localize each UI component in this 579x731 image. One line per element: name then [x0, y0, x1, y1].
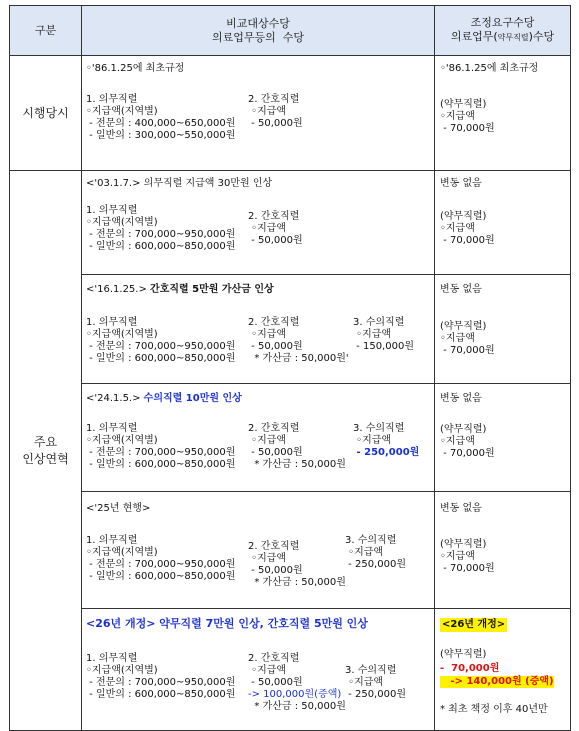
header-requested-line1: 조정요구수당 — [470, 16, 535, 29]
category-history-line2: 인상연혁 — [22, 451, 69, 466]
row2003-comparison-cell — [82, 171, 435, 275]
row2026-nurse-tail: * 가산금 : 50,000원 — [248, 701, 346, 712]
row2026-right-title: <26년 개정> — [442, 619, 506, 630]
row2026-nurse-raise: -> 100,000원(증액) — [248, 689, 342, 700]
row-2024 — [10, 384, 571, 492]
row2003-doctor: 1. 의무직렬 ◦지급액(지역별) - 전문의 : 700,000~950,000원 - 일반의 : 600,000~850,000원 — [86, 205, 236, 252]
header-requested-line2-a: 의료업무( — [450, 30, 498, 43]
row2024-vet-amount: - 250,000원 — [353, 447, 420, 458]
row2003-title: <'03.1.7.> 의무직렬 지급액 30만원 인상 — [86, 178, 273, 189]
row2016-comparison-cell — [82, 275, 435, 384]
row2026-requested-cell — [435, 609, 571, 731]
row2016-nurse: 2. 간호직렬 ◦지급액 - 50,000원 * 가산금 : 50,000원' — [248, 317, 349, 364]
category-initial — [10, 56, 82, 171]
row2026-right-note: * 최초 책정 이후 40년만 — [440, 704, 548, 715]
row2024-doctor: 1. 의무직렬 ◦지급액(지역별) - 전문의 : 700,000~950,000원 - 일반의 : 600,000~850,000원 — [86, 423, 236, 470]
header-category-label: 구분 — [34, 23, 57, 37]
row2025-right-body: (약무직렬) ◦지급액 - 70,000원 — [440, 539, 495, 574]
row2026-right-new: -> 140,000원 (증액) — [440, 676, 554, 687]
row2026-nurse-head: 2. 간호직렬 ◦지급액 - 50,000원 — [248, 653, 303, 688]
header-requested-line2-sub: 약무직렬 — [497, 33, 529, 42]
row-2025 — [10, 492, 571, 609]
header-comparison-line1: 비교대상수당 — [226, 16, 290, 30]
row2003-requested-cell — [435, 171, 571, 275]
row2016-doctor: 1. 의무직렬 ◦지급액(지역별) - 전문의 : 700,000~950,000원 - 일반의 : 600,000~850,000원 — [86, 317, 236, 364]
row2016-right-title: 변동 없음 — [440, 284, 482, 295]
initial-requested-cell — [435, 56, 571, 171]
header-requested — [435, 6, 571, 56]
initial-comparison-cell — [82, 56, 435, 171]
category-history-line1: 주요 — [33, 434, 58, 449]
header-comparison-line2: 의료업무등의 수당 — [211, 30, 304, 44]
initial-title: ◦'86.1.25에 최초규정 — [86, 63, 185, 74]
header-category — [10, 6, 82, 56]
header-comparison — [82, 6, 435, 56]
row2026-doctor: 1. 의무직렬 ◦지급액(지역별) - 전문의 : 700,000~950,000원 - 일반의 : 600,000~850,000원 — [86, 653, 236, 700]
row2025-right-title: 변동 없음 — [440, 503, 482, 514]
row2024-vet-head: 3. 수의직렬 ◦지급액 — [353, 423, 405, 446]
row2016-title-prefix: <'16.1.25.> — [86, 284, 151, 295]
row2026-vet: 3. 수의직렬 ◦지급액 - 250,000원 — [345, 665, 406, 700]
allowance-table — [9, 5, 571, 731]
row2003-right-title: 변동 없음 — [440, 178, 482, 189]
row2003-nurse: 2. 간호직렬 ◦지급액 - 50,000원 — [248, 211, 303, 246]
row-initial — [10, 56, 571, 171]
row2025-doctor: 1. 의무직렬 ◦지급액(지역별) - 전문의 : 700,000~950,000원 - 일반의 : 600,000~850,000원 — [86, 535, 236, 582]
row2026-title: <26년 개정> 약무직렬 7만원 인상, 간호직렬 5만원 인상 — [86, 617, 368, 630]
category-history — [10, 171, 82, 731]
initial-nurse: 2. 간호직렬 ◦지급액 - 50,000원 — [248, 94, 303, 129]
row2026-right-group: (약무직렬) — [440, 649, 487, 660]
row2016-title-bold: 간호직렬 5만원 가산금 인상 — [150, 284, 274, 295]
category-initial-label: 시행당시 — [22, 105, 69, 120]
row2024-right-body: (약무직렬) ◦지급액 - 70,000원 — [440, 424, 495, 459]
row2026-comparison-cell — [82, 609, 435, 731]
row2016-requested-cell — [435, 275, 571, 384]
row2016-right-body: (약무직렬) ◦지급액 - 70,000원 — [440, 321, 495, 356]
row2025-nurse: 2. 간호직렬 ◦지급액 - 50,000원 * 가산금 : 50,000원 — [248, 541, 346, 588]
initial-right-body: (약무직렬) ◦지급액 - 70,000원 — [440, 99, 495, 134]
initial-doctor: 1. 의무직렬 ◦지급액(지역별) - 전문의 : 400,000~650,000원 - 일반의 : 300,000~550,000원 — [86, 94, 236, 141]
row2024-right-title: 변동 없음 — [440, 393, 482, 404]
row2025-comparison-cell — [82, 492, 435, 609]
header-requested-line2 — [435, 30, 570, 45]
row2025-title: <'25년 현행> — [86, 503, 151, 514]
row2025-requested-cell — [435, 492, 571, 609]
row2016-title — [86, 284, 274, 296]
initial-right-title: ◦'86.1.25에 최초규정 — [440, 63, 539, 74]
row2016-vet: 3. 수의직렬 ◦지급액 - 150,000원 — [353, 317, 414, 352]
row2024-requested-cell — [435, 384, 571, 492]
row2024-title-bold: 수의직렬 10만원 인상 — [143, 393, 242, 404]
row2003-right-body: (약무직렬) ◦지급액 - 70,000원 — [440, 211, 495, 246]
row-2016 — [10, 275, 571, 384]
row2024-title — [86, 393, 242, 405]
row-2003 — [10, 171, 571, 275]
row2025-vet: 3. 수의직렬 ◦지급액 - 250,000원 — [345, 535, 406, 570]
row2024-title-prefix: <'24.1.5.> — [86, 393, 144, 404]
header-row — [10, 6, 571, 56]
row2024-nurse: 2. 간호직렬 ◦지급액 - 50,000원 * 가산금 : 50,000원 — [248, 423, 346, 470]
row2024-comparison-cell — [82, 384, 435, 492]
row2026-right-old: - 70,000원 — [440, 663, 500, 674]
header-requested-line2-b: )수당 — [528, 30, 555, 43]
row-2026 — [10, 609, 571, 731]
